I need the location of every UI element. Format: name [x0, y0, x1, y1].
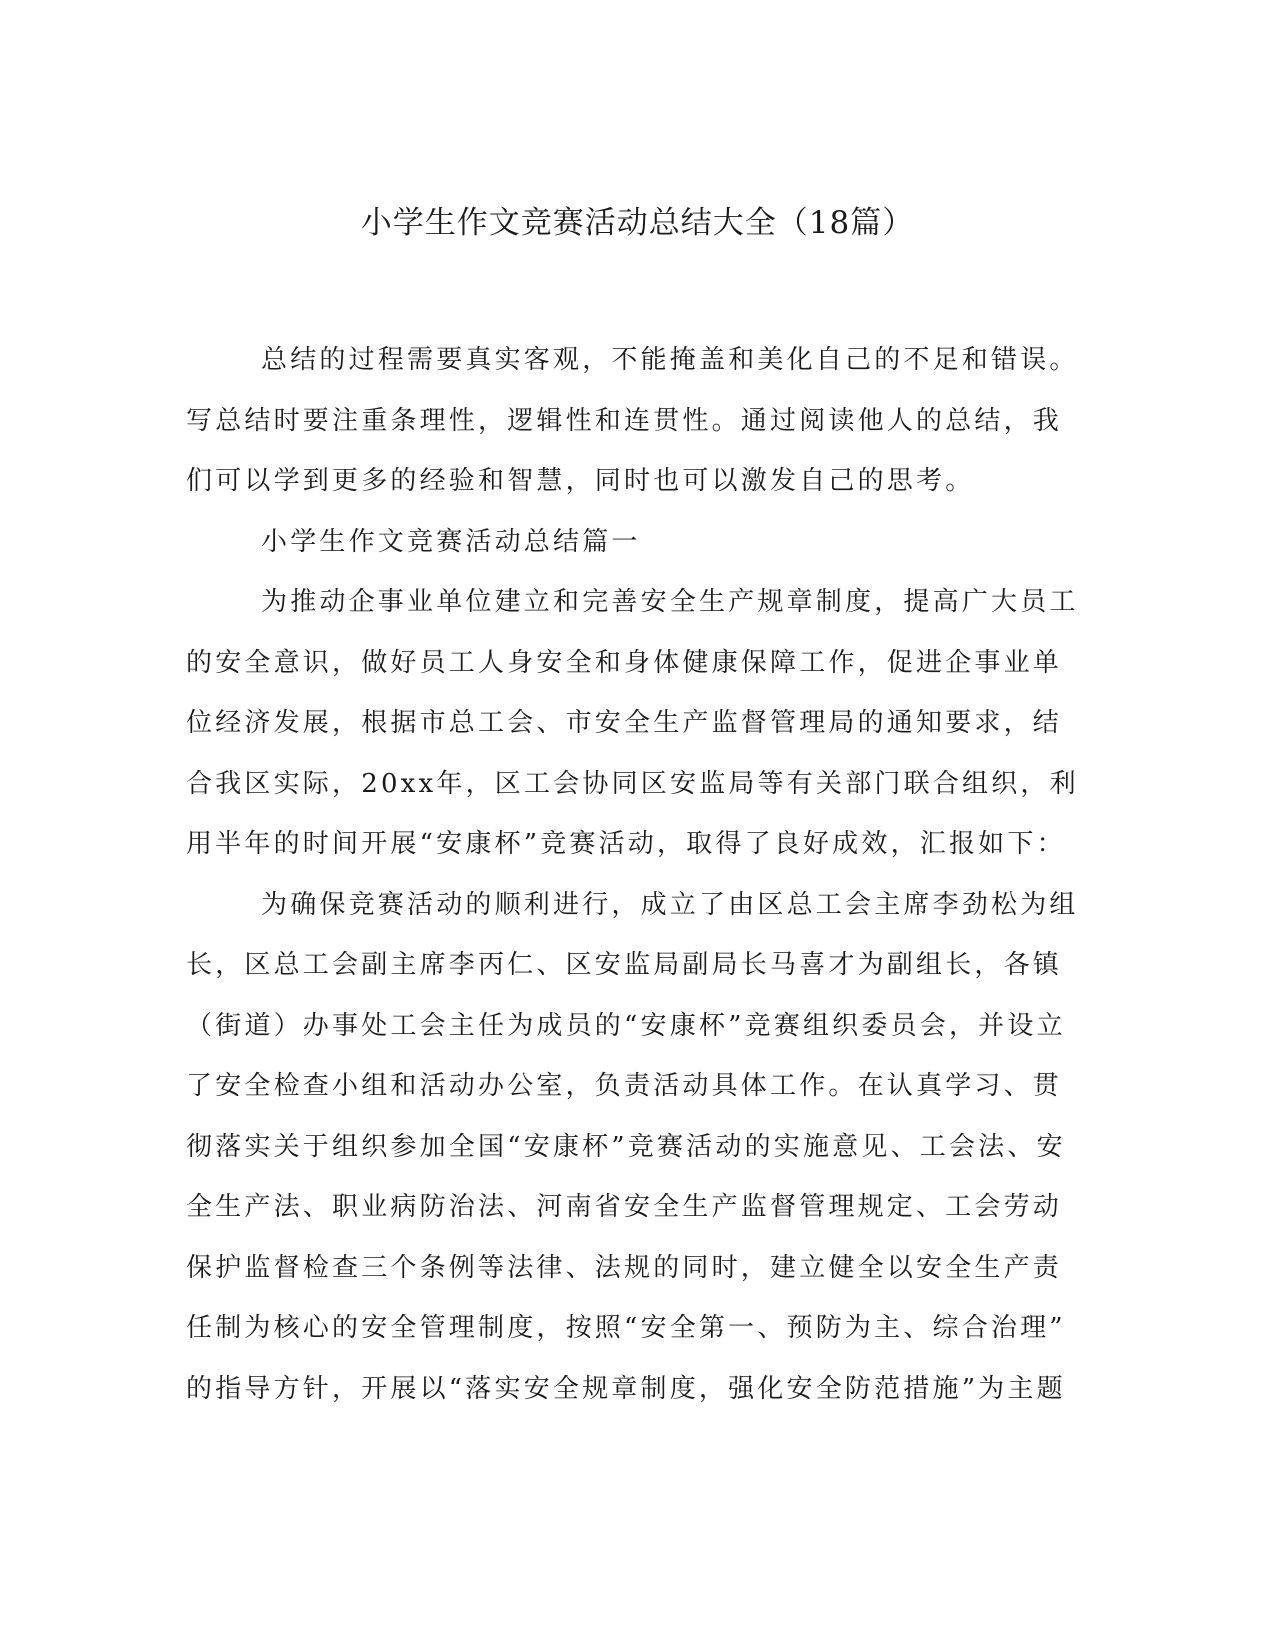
paragraph-line: 为推动企事业单位建立和完善安全生产规章制度，提高广大员工	[261, 587, 1079, 617]
intro-paragraph	[186, 330, 1079, 512]
paragraph-line: 保护监督检查三个条例等法律、法规的同时，建立健全以安全生产责	[186, 1252, 1063, 1283]
paragraph-line: 为确保竞赛活动的顺利进行，成立了由区总工会主席李劲松为组	[261, 889, 1079, 920]
paragraph-line: 长，区总工会副主席李丙仁、区安监局副局长马喜才为副组长，各镇	[186, 950, 1063, 980]
paragraph-line: （街道）办事处工会主任为成员的“安康杯”竞赛组织委员会，并设立	[186, 1010, 1066, 1041]
paragraph-line: 的指导方针，开展以“落实安全规章制度，强化安全防范措施”为主题	[186, 1373, 1066, 1404]
paragraph-line: 的安全意识，做好员工人身安全和身体健康保障工作，促进企事业单	[186, 647, 1063, 678]
paragraph-2	[186, 875, 1079, 1420]
document-body	[186, 330, 1079, 1419]
paragraph-1	[186, 572, 1079, 875]
document-title: 小学生作文竞赛活动总结大全（18篇）	[360, 205, 915, 241]
paragraph-line: 位经济发展，根据市总工会、市安全生产监督管理局的通知要求，结	[186, 708, 1063, 738]
paragraph-line: 用半年的时间开展“安康杯”竞赛活动，取得了良好成效，汇报如下：	[186, 829, 1066, 859]
paragraph-line: 合我区实际，20xx年，区工会协同区安监局等有关部门联合组织，利	[186, 768, 1079, 799]
intro-line: 写总结时要注重条理性，逻辑性和连贯性。通过阅读他人的总结，我	[186, 405, 1063, 436]
paragraph-line: 任制为核心的安全管理制度，按照“安全第一、预防为主、综合治理”	[186, 1313, 1066, 1343]
section-heading: 小学生作文竞赛活动总结篇一	[261, 526, 641, 557]
paragraph-line: 全生产法、职业病防治法、河南省安全生产监督管理规定、工会劳动	[186, 1192, 1063, 1222]
paragraph-line: 彻落实关于组织参加全国“安康杯”竞赛活动的实施意见、工会法、安	[186, 1131, 1066, 1162]
intro-line: 们可以学到更多的经验和智慧，同时也可以激发自己的思考。	[186, 466, 975, 496]
intro-line: 总结的过程需要真实客观，不能掩盖和美化自己的不足和错误。	[261, 345, 1079, 375]
paragraph-line: 了安全检查小组和活动办公室，负责活动具体工作。在认真学习、贯	[186, 1071, 1063, 1101]
